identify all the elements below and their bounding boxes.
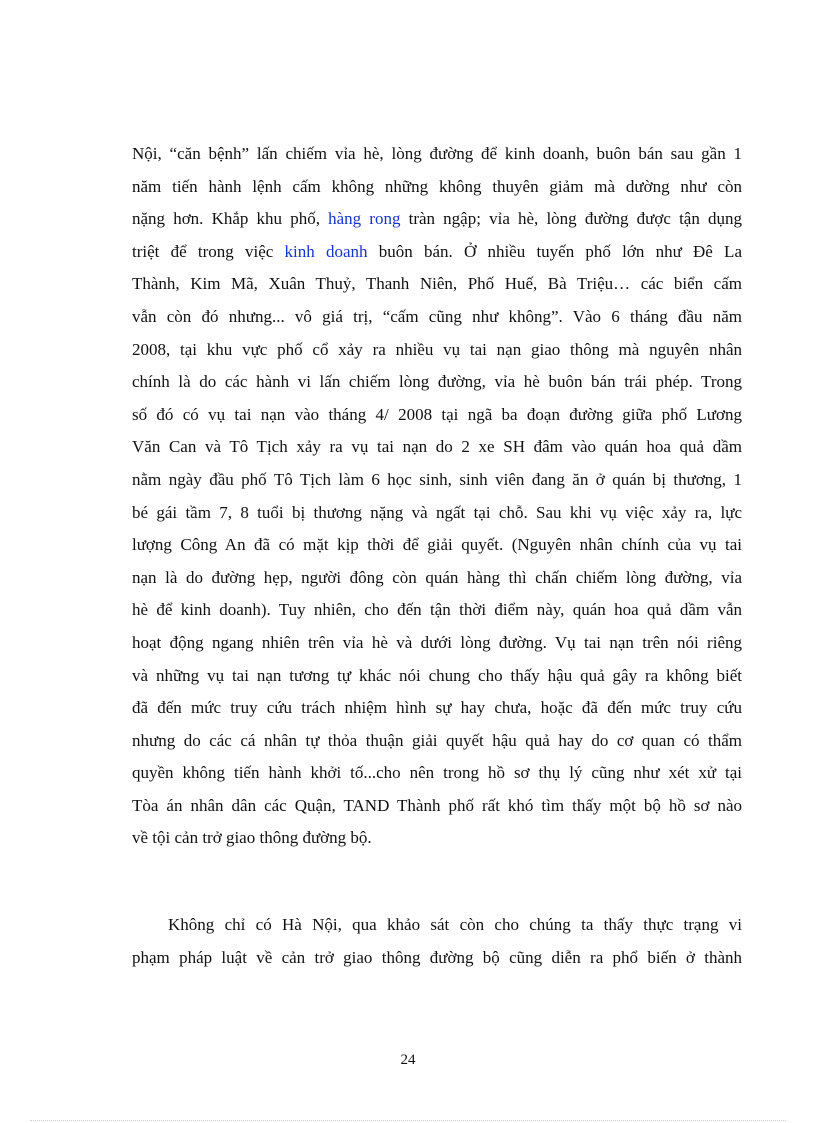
link-kinh-doanh[interactable]: kinh doanh <box>284 241 368 261</box>
text-line: năm tiến hành lệnh cấm không những không thuyên giảm mà dường như còn <box>132 176 742 196</box>
text-line: Nội, “căn bệnh” lấn chiếm vỉa hè, lòng đường để kinh doanh, buôn bán sau gần 1 <box>132 144 742 163</box>
text-segment: triệt để trong việc <box>132 241 285 261</box>
text-line: nhưng do các cá nhân tự thỏa thuận giải quyết hậu quả hay do cơ quan có thẩm <box>132 730 742 750</box>
text-line <box>132 236 742 269</box>
text-line: 2008, tại khu vực phố cổ xảy ra nhiều vụ tai nạn giao thông mà nguyên nhân <box>132 339 742 359</box>
body-paragraph-1 <box>132 138 742 855</box>
text-line: nạn là do đường hẹp, người đông còn quán hàng thì chấn chiếm lòng đường, vỉa <box>132 567 742 587</box>
text-line <box>132 203 742 236</box>
text-segment: nặng hơn. Khắp khu phố, <box>132 209 329 229</box>
text-line: vẫn còn đó nhưng... vô giá trị, “cấm cũng như không”. Vào 6 tháng đầu năm <box>132 306 742 326</box>
text-line: bé gái tầm 7, 8 tuổi bị thương nặng và ngất tại chỗ. Sau khi vụ việc xảy ra, lực <box>132 502 742 522</box>
text-line: lượng Công An đã có mặt kịp thời để giải quyết. (Nguyên nhân chính của vụ tai <box>132 535 742 555</box>
text-line: phạm pháp luật về cản trở giao thông đường bộ cũng diễn ra phổ biến ở thành <box>132 947 742 967</box>
text-line: đã đến mức truy cứu trách nhiệm hình sự hay chưa, hoặc đã đến mức truy cứu <box>132 698 742 718</box>
text-line: Tòa án nhân dân các Quận, TAND Thành phố rất khó tìm thấy một bộ hồ sơ nào <box>132 795 742 815</box>
text-line: hè để kinh doanh). Tuy nhiên, cho đến tận thời điểm này, quán hoa quả dầm vẫn <box>132 600 742 620</box>
body-paragraph-2 <box>132 909 742 974</box>
text-line: và những vụ tai nạn tương tự khác nói chung cho thấy hậu quả gây ra không biết <box>132 665 742 685</box>
page-number: 24 <box>400 1052 416 1068</box>
text-line: nằm ngày đầu phố Tô Tịch làm 6 học sinh, sinh viên đang ăn ở quán bị thương, 1 <box>132 469 742 489</box>
text-segment: tràn ngập; vỉa hè, lòng đường được tận dụng <box>400 209 742 229</box>
text-line: về tội cản trở giao thông đường bộ. <box>132 828 372 848</box>
page-bottom-divider <box>30 1120 786 1121</box>
link-hang-rong[interactable]: hàng rong <box>328 209 401 229</box>
text-line: số đó có vụ tai nạn vào tháng 4/ 2008 tại ngã ba đoạn đường giữa phố Lương <box>132 404 742 424</box>
text-line: hoạt động ngang nhiên trên vỉa hè và dưới lòng đường. Vụ tai nạn trên nói riêng <box>132 632 742 652</box>
text-line: Văn Can và Tô Tịch xảy ra vụ tai nạn do 2 xe SH đâm vào quán hoa quả dầm <box>132 437 742 457</box>
text-line: chính là do các hành vi lấn chiếm lòng đường, vỉa hè buôn bán trái phép. Trong <box>132 372 742 392</box>
text-line: Thành, Kim Mã, Xuân Thuỷ, Thanh Niên, Phố Huế, Bà Triệu… các biển cấm <box>132 274 742 294</box>
text-line: Không chỉ có Hà Nội, qua khảo sát còn cho chúng ta thấy thực trạng vi <box>168 915 742 934</box>
text-line: quyền không tiến hành khởi tố...cho nên trong hồ sơ thụ lý cũng như xét xử tại <box>132 763 742 783</box>
text-segment: buôn bán. Ở nhiều tuyến phố lớn như Đê La <box>367 241 742 261</box>
